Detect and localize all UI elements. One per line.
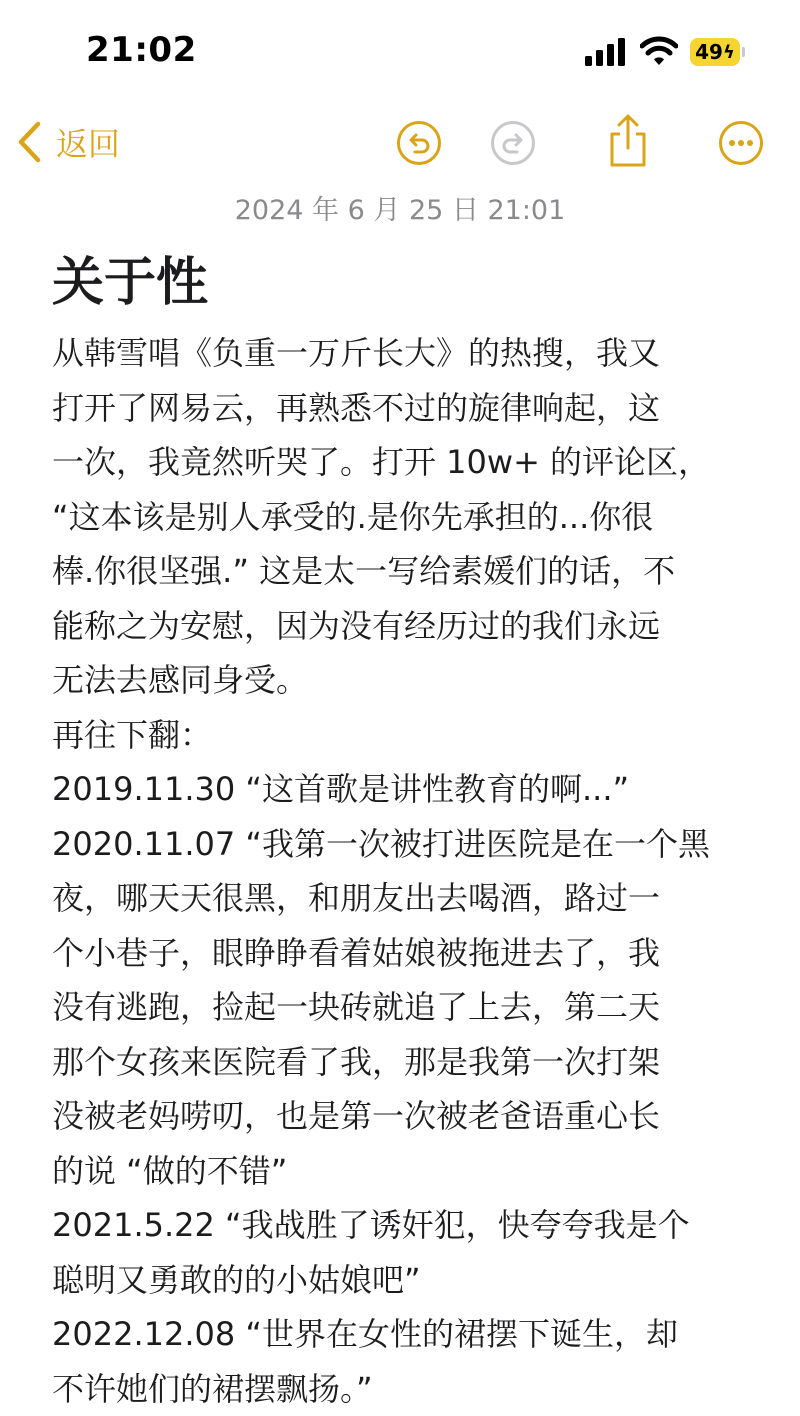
note-title[interactable]: 关于性 bbox=[52, 240, 208, 315]
note-line: 不许她们的裙摆飘扬。” bbox=[52, 1362, 752, 1416]
note-line: 聪明又勇敢的的小姑娘吧” bbox=[52, 1253, 752, 1308]
redo-icon[interactable] bbox=[490, 120, 536, 166]
note-body[interactable] bbox=[52, 326, 752, 1416]
more-icon[interactable] bbox=[718, 120, 764, 166]
note-line: “这本该是别人承受的.是你先承担的...你很 bbox=[52, 490, 752, 545]
share-icon[interactable] bbox=[605, 114, 651, 168]
signal-icon bbox=[585, 38, 627, 66]
status-bar bbox=[0, 0, 800, 100]
battery-icon bbox=[690, 38, 740, 66]
note-line: 2020.11.07 “我第一次被打进医院是在一个黑 bbox=[52, 817, 752, 872]
undo-icon[interactable] bbox=[396, 120, 442, 166]
note-line: 2022.12.08 “世界在女性的裙摆下诞生，却 bbox=[52, 1307, 752, 1362]
note-line: 2021.5.22 “我战胜了诱奸犯，快夸夸我是个 bbox=[52, 1198, 752, 1253]
note-line: 那个女孩来医院看了我，那是我第一次打架 bbox=[52, 1035, 752, 1090]
note-date: 2024 年 6 月 25 日 21:01 bbox=[0, 188, 800, 227]
back-button[interactable] bbox=[16, 118, 120, 166]
battery-level: 49 bbox=[695, 40, 723, 64]
note-line: 夜，哪天天很黑，和朋友出去喝酒，路过一 bbox=[52, 871, 752, 926]
charging-bolt-icon: ϟ bbox=[723, 42, 735, 63]
note-line: 无法去感同身受。 bbox=[52, 653, 752, 708]
note-line: 棒.你很坚强.” 这是太一写给素媛们的话，不 bbox=[52, 544, 752, 599]
wifi-icon bbox=[640, 36, 678, 66]
note-line: 个小巷子，眼睁睁看着姑娘被拖进去了，我 bbox=[52, 926, 752, 981]
note-line: 打开了网易云，再熟悉不过的旋律响起，这 bbox=[52, 381, 752, 436]
note-line: 再往下翻： bbox=[52, 708, 752, 763]
battery-nub bbox=[742, 47, 745, 57]
note-line: 没有逃跑，捡起一块砖就追了上去，第二天 bbox=[52, 980, 752, 1035]
note-line: 从韩雪唱《负重一万斤长大》的热搜，我又 bbox=[52, 326, 752, 381]
back-label: 返回 bbox=[56, 119, 120, 165]
note-line: 一次，我竟然听哭了。打开 10w+ 的评论区， bbox=[52, 435, 752, 490]
note-line: 能称之为安慰，因为没有经历过的我们永远 bbox=[52, 599, 752, 654]
chevron-left-icon bbox=[16, 121, 42, 163]
note-line: 2019.11.30 “这首歌是讲性教育的啊...” bbox=[52, 762, 752, 817]
note-line: 没被老妈唠叨，也是第一次被老爸语重心长 bbox=[52, 1089, 752, 1144]
status-time: 21:02 bbox=[86, 30, 197, 70]
note-toolbar bbox=[0, 110, 800, 174]
note-line: 的说 “做的不错” bbox=[52, 1144, 752, 1199]
